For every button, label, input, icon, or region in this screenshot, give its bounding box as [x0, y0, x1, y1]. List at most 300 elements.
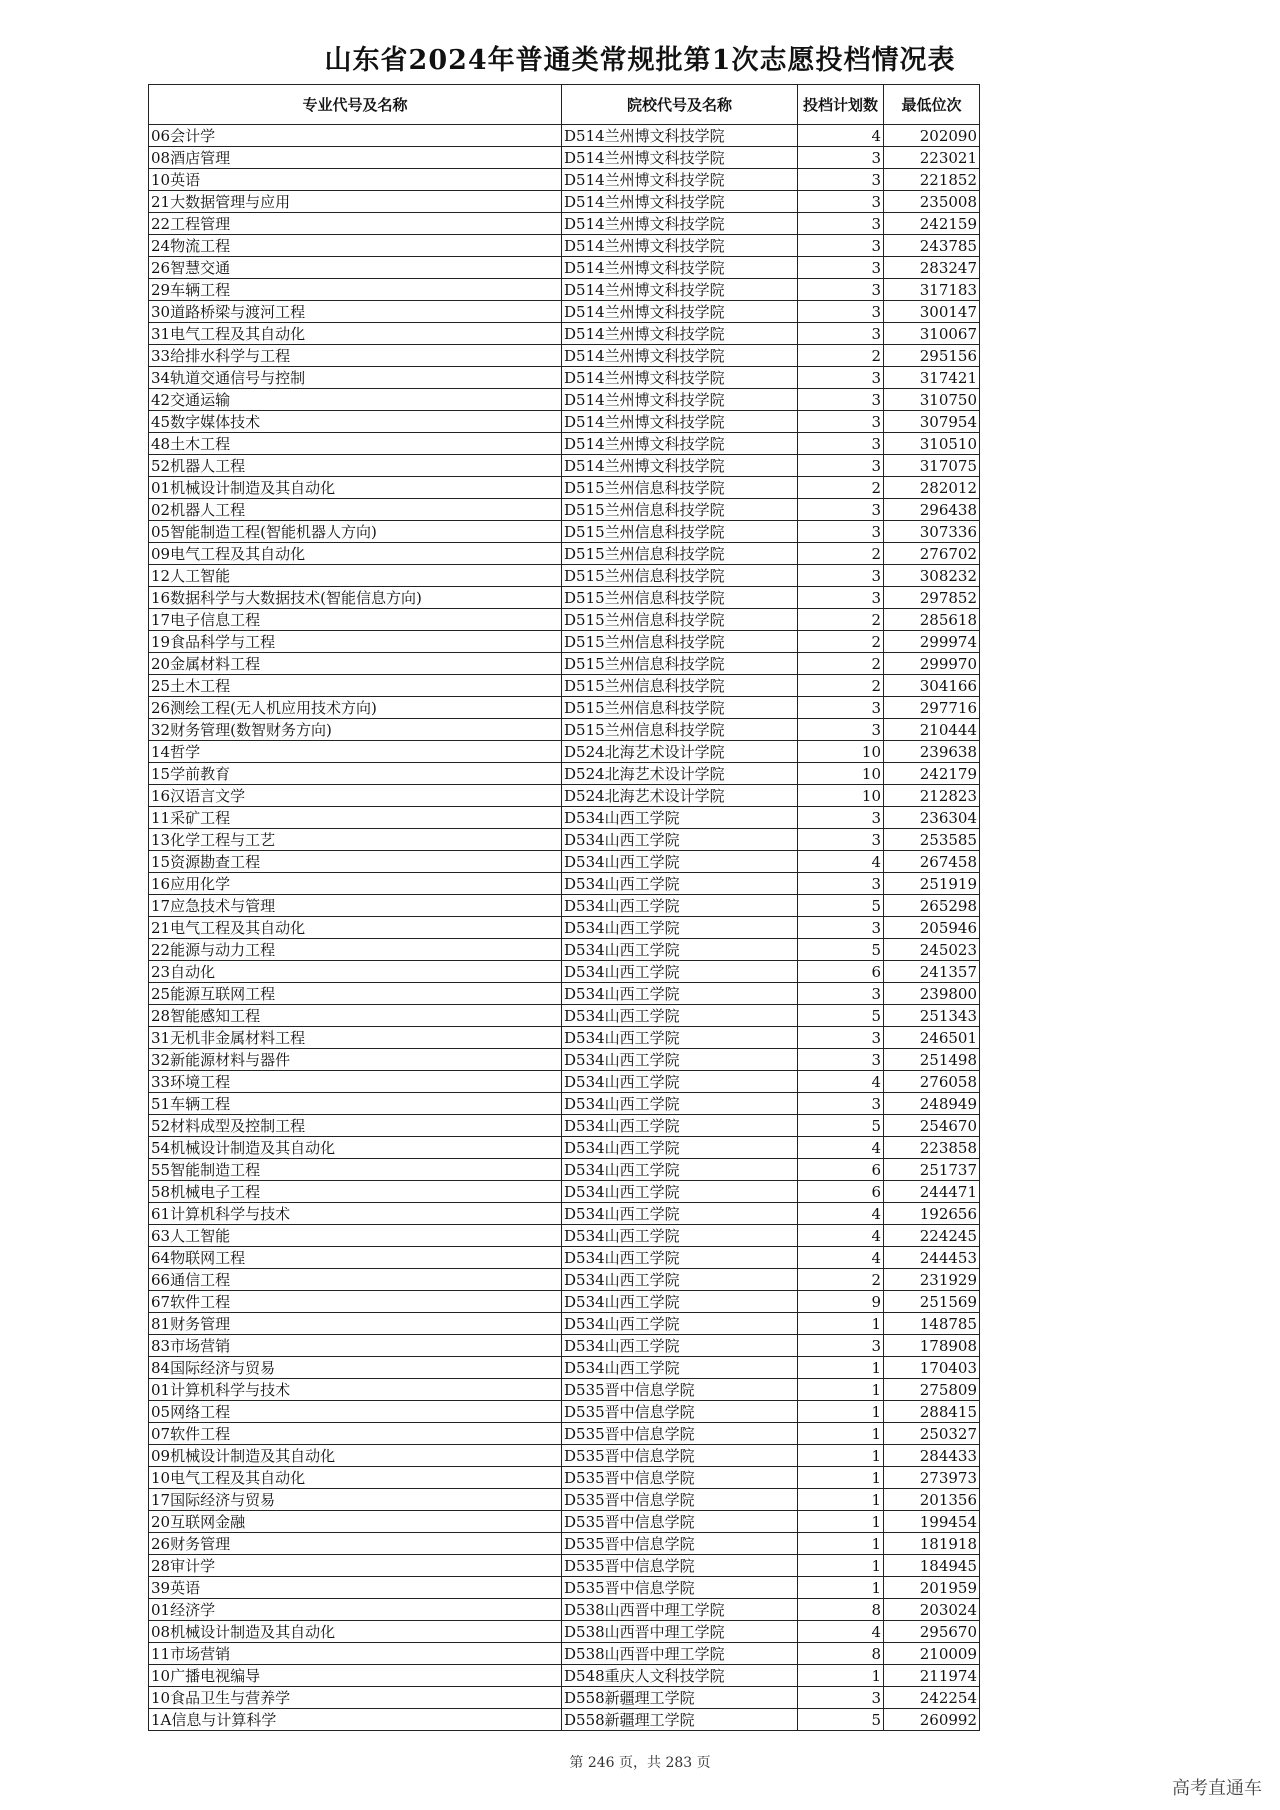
cell-school: D534山西工学院 [562, 1071, 798, 1093]
cell-major: 28审计学 [149, 1555, 562, 1577]
watermark-logo: 高考直通车 [1172, 1778, 1262, 1799]
table-row [149, 675, 980, 697]
cell-school: D514兰州博文科技学院 [562, 147, 798, 169]
cell-min-rank: 260992 [884, 1709, 980, 1731]
cell-school: D515兰州信息科技学院 [562, 543, 798, 565]
table-row [149, 851, 980, 873]
cell-min-rank: 251498 [884, 1049, 980, 1071]
table-row [149, 719, 980, 741]
cell-min-rank: 205946 [884, 917, 980, 939]
cell-school: D514兰州博文科技学院 [562, 411, 798, 433]
cell-major: 64物联网工程 [149, 1247, 562, 1269]
cell-major: 16数据科学与大数据技术(智能信息方向) [149, 587, 562, 609]
cell-major: 02机器人工程 [149, 499, 562, 521]
cell-min-rank: 246501 [884, 1027, 980, 1049]
cell-school: D535晋中信息学院 [562, 1533, 798, 1555]
table-row [149, 213, 980, 235]
table-row [149, 873, 980, 895]
cell-min-rank: 317075 [884, 455, 980, 477]
cell-major: 45数字媒体技术 [149, 411, 562, 433]
cell-min-rank: 199454 [884, 1511, 980, 1533]
cell-plan-count: 1 [798, 1467, 884, 1489]
cell-school: D515兰州信息科技学院 [562, 565, 798, 587]
cell-plan-count: 1 [798, 1665, 884, 1687]
cell-school: D514兰州博文科技学院 [562, 345, 798, 367]
cell-school: D514兰州博文科技学院 [562, 301, 798, 323]
cell-school: D515兰州信息科技学院 [562, 477, 798, 499]
cell-major: 39英语 [149, 1577, 562, 1599]
cell-min-rank: 203024 [884, 1599, 980, 1621]
cell-school: D515兰州信息科技学院 [562, 521, 798, 543]
table-row [149, 499, 980, 521]
cell-major: 81财务管理 [149, 1313, 562, 1335]
cell-plan-count: 8 [798, 1599, 884, 1621]
cell-plan-count: 3 [798, 169, 884, 191]
table-row [149, 1401, 980, 1423]
cell-school: D515兰州信息科技学院 [562, 631, 798, 653]
cell-school: D538山西晋中理工学院 [562, 1599, 798, 1621]
table-row [149, 1335, 980, 1357]
cell-major: 31无机非金属材料工程 [149, 1027, 562, 1049]
cell-school: D515兰州信息科技学院 [562, 697, 798, 719]
cell-plan-count: 4 [798, 1203, 884, 1225]
cell-major: 51车辆工程 [149, 1093, 562, 1115]
cell-plan-count: 3 [798, 147, 884, 169]
cell-school: D514兰州博文科技学院 [562, 235, 798, 257]
cell-plan-count: 2 [798, 543, 884, 565]
cell-school: D534山西工学院 [562, 1225, 798, 1247]
cell-major: 07软件工程 [149, 1423, 562, 1445]
cell-major: 22能源与动力工程 [149, 939, 562, 961]
cell-school: D514兰州博文科技学院 [562, 455, 798, 477]
cell-plan-count: 3 [798, 521, 884, 543]
table-row [149, 1423, 980, 1445]
cell-min-rank: 201356 [884, 1489, 980, 1511]
cell-school: D514兰州博文科技学院 [562, 367, 798, 389]
cell-plan-count: 3 [798, 873, 884, 895]
table-body [149, 125, 980, 1731]
table-row [149, 631, 980, 653]
cell-plan-count: 10 [798, 763, 884, 785]
table-row [149, 1291, 980, 1313]
table-row [149, 257, 980, 279]
cell-major: 01经济学 [149, 1599, 562, 1621]
table-row [149, 653, 980, 675]
cell-plan-count: 1 [798, 1423, 884, 1445]
cell-major: 28智能感知工程 [149, 1005, 562, 1027]
cell-min-rank: 221852 [884, 169, 980, 191]
cell-min-rank: 253585 [884, 829, 980, 851]
cell-plan-count: 8 [798, 1643, 884, 1665]
cell-major: 52机器人工程 [149, 455, 562, 477]
cell-plan-count: 3 [798, 1027, 884, 1049]
cell-school: D548重庆人文科技学院 [562, 1665, 798, 1687]
cell-plan-count: 9 [798, 1291, 884, 1313]
cell-major: 33环境工程 [149, 1071, 562, 1093]
cell-school: D534山西工学院 [562, 1049, 798, 1071]
table-row [149, 829, 980, 851]
cell-min-rank: 295156 [884, 345, 980, 367]
cell-school: D535晋中信息学院 [562, 1401, 798, 1423]
cell-min-rank: 317421 [884, 367, 980, 389]
cell-min-rank: 192656 [884, 1203, 980, 1225]
cell-plan-count: 6 [798, 1159, 884, 1181]
cell-min-rank: 297852 [884, 587, 980, 609]
table-row [149, 895, 980, 917]
cell-school: D534山西工学院 [562, 983, 798, 1005]
table-row [149, 1445, 980, 1467]
cell-school: D534山西工学院 [562, 1357, 798, 1379]
table-row [149, 125, 980, 147]
cell-min-rank: 310750 [884, 389, 980, 411]
table-row [149, 1247, 980, 1269]
cell-major: 30道路桥梁与渡河工程 [149, 301, 562, 323]
cell-plan-count: 4 [798, 851, 884, 873]
cell-min-rank: 148785 [884, 1313, 980, 1335]
cell-school: D538山西晋中理工学院 [562, 1621, 798, 1643]
cell-plan-count: 3 [798, 235, 884, 257]
table-row [149, 939, 980, 961]
table-row [149, 543, 980, 565]
cell-major: 31电气工程及其自动化 [149, 323, 562, 345]
cell-min-rank: 317183 [884, 279, 980, 301]
table-row [149, 389, 980, 411]
table-row [149, 1313, 980, 1335]
cell-plan-count: 3 [798, 697, 884, 719]
cell-min-rank: 267458 [884, 851, 980, 873]
cell-major: 33给排水科学与工程 [149, 345, 562, 367]
cell-plan-count: 5 [798, 939, 884, 961]
cell-plan-count: 3 [798, 719, 884, 741]
cell-major: 26测绘工程(无人机应用技术方向) [149, 697, 562, 719]
cell-major: 10电气工程及其自动化 [149, 1467, 562, 1489]
cell-plan-count: 6 [798, 1181, 884, 1203]
cell-min-rank: 275809 [884, 1379, 980, 1401]
cell-major: 84国际经济与贸易 [149, 1357, 562, 1379]
cell-min-rank: 265298 [884, 895, 980, 917]
table-row [149, 1357, 980, 1379]
header-school: 院校代号及名称 [562, 85, 798, 125]
cell-min-rank: 284433 [884, 1445, 980, 1467]
cell-major: 25土木工程 [149, 675, 562, 697]
cell-min-rank: 297716 [884, 697, 980, 719]
cell-plan-count: 1 [798, 1313, 884, 1335]
cell-school: D534山西工学院 [562, 1093, 798, 1115]
table-row [149, 1577, 980, 1599]
cell-plan-count: 3 [798, 807, 884, 829]
cell-min-rank: 242159 [884, 213, 980, 235]
cell-major: 32财务管理(数智财务方向) [149, 719, 562, 741]
cell-school: D534山西工学院 [562, 851, 798, 873]
table-row [149, 1115, 980, 1137]
table-row [149, 1225, 980, 1247]
cell-major: 15学前教育 [149, 763, 562, 785]
cell-school: D514兰州博文科技学院 [562, 125, 798, 147]
cell-plan-count: 3 [798, 367, 884, 389]
cell-major: 55智能制造工程 [149, 1159, 562, 1181]
cell-plan-count: 6 [798, 961, 884, 983]
cell-school: D534山西工学院 [562, 1181, 798, 1203]
cell-major: 16汉语言文学 [149, 785, 562, 807]
page-footer: 第 246 页，共 283 页 [569, 1755, 711, 1771]
table-row [149, 1269, 980, 1291]
cell-major: 06会计学 [149, 125, 562, 147]
cell-major: 26财务管理 [149, 1533, 562, 1555]
cell-plan-count: 3 [798, 917, 884, 939]
cell-school: D515兰州信息科技学院 [562, 587, 798, 609]
table-row [149, 1643, 980, 1665]
cell-school: D535晋中信息学院 [562, 1423, 798, 1445]
table-row [149, 191, 980, 213]
cell-plan-count: 4 [798, 125, 884, 147]
cell-min-rank: 210009 [884, 1643, 980, 1665]
cell-min-rank: 178908 [884, 1335, 980, 1357]
admission-table [148, 84, 980, 1731]
cell-school: D534山西工学院 [562, 1247, 798, 1269]
table-header-row [149, 85, 980, 125]
cell-major: 32新能源材料与器件 [149, 1049, 562, 1071]
cell-plan-count: 3 [798, 389, 884, 411]
table-row [149, 1093, 980, 1115]
cell-major: 09电气工程及其自动化 [149, 543, 562, 565]
cell-min-rank: 210444 [884, 719, 980, 741]
cell-min-rank: 224245 [884, 1225, 980, 1247]
cell-min-rank: 299970 [884, 653, 980, 675]
table-row [149, 1181, 980, 1203]
cell-school: D515兰州信息科技学院 [562, 675, 798, 697]
cell-major: 67软件工程 [149, 1291, 562, 1313]
cell-min-rank: 244471 [884, 1181, 980, 1203]
cell-min-rank: 304166 [884, 675, 980, 697]
cell-min-rank: 251343 [884, 1005, 980, 1027]
cell-min-rank: 181918 [884, 1533, 980, 1555]
table-row [149, 697, 980, 719]
cell-major: 20金属材料工程 [149, 653, 562, 675]
cell-school: D535晋中信息学院 [562, 1445, 798, 1467]
cell-min-rank: 310510 [884, 433, 980, 455]
cell-plan-count: 4 [798, 1071, 884, 1093]
cell-plan-count: 2 [798, 609, 884, 631]
cell-plan-count: 5 [798, 895, 884, 917]
cell-school: D534山西工学院 [562, 1313, 798, 1335]
cell-school: D514兰州博文科技学院 [562, 433, 798, 455]
cell-major: 13化学工程与工艺 [149, 829, 562, 851]
page-title: 山东省2024年普通类常规批第1次志愿投档情况表 [324, 45, 956, 76]
cell-school: D514兰州博文科技学院 [562, 213, 798, 235]
cell-school: D514兰州博文科技学院 [562, 389, 798, 411]
table-row [149, 367, 980, 389]
cell-min-rank: 242179 [884, 763, 980, 785]
cell-school: D515兰州信息科技学院 [562, 653, 798, 675]
cell-major: 08酒店管理 [149, 147, 562, 169]
cell-plan-count: 1 [798, 1489, 884, 1511]
table-row [149, 1071, 980, 1093]
cell-plan-count: 3 [798, 829, 884, 851]
cell-plan-count: 1 [798, 1379, 884, 1401]
cell-major: 63人工智能 [149, 1225, 562, 1247]
cell-min-rank: 251569 [884, 1291, 980, 1313]
table-row [149, 477, 980, 499]
cell-plan-count: 5 [798, 1005, 884, 1027]
cell-plan-count: 2 [798, 1269, 884, 1291]
cell-school: D535晋中信息学院 [562, 1555, 798, 1577]
table-row [149, 433, 980, 455]
cell-school: D534山西工学院 [562, 1269, 798, 1291]
cell-plan-count: 3 [798, 499, 884, 521]
cell-min-rank: 201959 [884, 1577, 980, 1599]
cell-min-rank: 273973 [884, 1467, 980, 1489]
table-row [149, 741, 980, 763]
cell-plan-count: 1 [798, 1357, 884, 1379]
cell-min-rank: 295670 [884, 1621, 980, 1643]
cell-school: D514兰州博文科技学院 [562, 323, 798, 345]
cell-school: D514兰州博文科技学院 [562, 279, 798, 301]
cell-plan-count: 4 [798, 1247, 884, 1269]
cell-min-rank: 211974 [884, 1665, 980, 1687]
table-row [149, 763, 980, 785]
cell-plan-count: 5 [798, 1115, 884, 1137]
table-row [149, 1379, 980, 1401]
cell-school: D524北海艺术设计学院 [562, 741, 798, 763]
header-min-rank: 最低位次 [884, 85, 980, 125]
cell-min-rank: 299974 [884, 631, 980, 653]
table-row [149, 1599, 980, 1621]
cell-major: 23自动化 [149, 961, 562, 983]
cell-school: D534山西工学院 [562, 1159, 798, 1181]
cell-major: 05智能制造工程(智能机器人方向) [149, 521, 562, 543]
cell-school: D534山西工学院 [562, 895, 798, 917]
header-plan-count: 投档计划数 [798, 85, 884, 125]
cell-plan-count: 3 [798, 213, 884, 235]
cell-major: 16应用化学 [149, 873, 562, 895]
table-row [149, 1049, 980, 1071]
table-row [149, 1159, 980, 1181]
cell-plan-count: 3 [798, 301, 884, 323]
cell-school: D534山西工学院 [562, 1027, 798, 1049]
cell-school: D535晋中信息学院 [562, 1467, 798, 1489]
cell-major: 10英语 [149, 169, 562, 191]
cell-plan-count: 1 [798, 1533, 884, 1555]
cell-major: 11采矿工程 [149, 807, 562, 829]
cell-min-rank: 296438 [884, 499, 980, 521]
cell-plan-count: 3 [798, 587, 884, 609]
cell-school: D534山西工学院 [562, 961, 798, 983]
cell-plan-count: 2 [798, 631, 884, 653]
cell-major: 17电子信息工程 [149, 609, 562, 631]
table-row [149, 1511, 980, 1533]
cell-plan-count: 2 [798, 675, 884, 697]
table-row [149, 345, 980, 367]
table-row [149, 587, 980, 609]
cell-major: 14哲学 [149, 741, 562, 763]
cell-school: D535晋中信息学院 [562, 1577, 798, 1599]
cell-school: D534山西工学院 [562, 917, 798, 939]
cell-min-rank: 288415 [884, 1401, 980, 1423]
table-row [149, 1687, 980, 1709]
cell-min-rank: 254670 [884, 1115, 980, 1137]
cell-plan-count: 10 [798, 741, 884, 763]
cell-major: 54机械设计制造及其自动化 [149, 1137, 562, 1159]
cell-plan-count: 10 [798, 785, 884, 807]
cell-school: D514兰州博文科技学院 [562, 169, 798, 191]
cell-major: 01计算机科学与技术 [149, 1379, 562, 1401]
table-row [149, 1489, 980, 1511]
cell-school: D515兰州信息科技学院 [562, 719, 798, 741]
cell-min-rank: 250327 [884, 1423, 980, 1445]
cell-major: 42交通运输 [149, 389, 562, 411]
cell-school: D515兰州信息科技学院 [562, 609, 798, 631]
cell-plan-count: 3 [798, 1093, 884, 1115]
cell-plan-count: 5 [798, 1709, 884, 1731]
cell-min-rank: 251737 [884, 1159, 980, 1181]
table-row [149, 1533, 980, 1555]
cell-school: D558新疆理工学院 [562, 1687, 798, 1709]
cell-plan-count: 1 [798, 1511, 884, 1533]
cell-plan-count: 3 [798, 1335, 884, 1357]
cell-school: D558新疆理工学院 [562, 1709, 798, 1731]
cell-plan-count: 3 [798, 257, 884, 279]
cell-plan-count: 4 [798, 1225, 884, 1247]
cell-school: D514兰州博文科技学院 [562, 257, 798, 279]
cell-plan-count: 1 [798, 1401, 884, 1423]
cell-min-rank: 239800 [884, 983, 980, 1005]
cell-plan-count: 3 [798, 455, 884, 477]
cell-plan-count: 3 [798, 323, 884, 345]
cell-major: 21大数据管理与应用 [149, 191, 562, 213]
cell-major: 17应急技术与管理 [149, 895, 562, 917]
table-row [149, 961, 980, 983]
cell-major: 21电气工程及其自动化 [149, 917, 562, 939]
cell-min-rank: 307336 [884, 521, 980, 543]
cell-min-rank: 170403 [884, 1357, 980, 1379]
table-row [149, 983, 980, 1005]
cell-min-rank: 231929 [884, 1269, 980, 1291]
cell-plan-count: 2 [798, 477, 884, 499]
cell-min-rank: 300147 [884, 301, 980, 323]
cell-school: D534山西工学院 [562, 873, 798, 895]
cell-plan-count: 3 [798, 279, 884, 301]
cell-min-rank: 285618 [884, 609, 980, 631]
cell-min-rank: 248949 [884, 1093, 980, 1115]
cell-school: D535晋中信息学院 [562, 1511, 798, 1533]
cell-min-rank: 239638 [884, 741, 980, 763]
cell-min-rank: 241357 [884, 961, 980, 983]
table-row [149, 565, 980, 587]
cell-min-rank: 276058 [884, 1071, 980, 1093]
cell-min-rank: 282012 [884, 477, 980, 499]
cell-min-rank: 223858 [884, 1137, 980, 1159]
cell-major: 08机械设计制造及其自动化 [149, 1621, 562, 1643]
cell-plan-count: 3 [798, 983, 884, 1005]
cell-plan-count: 3 [798, 565, 884, 587]
cell-major: 10食品卫生与营养学 [149, 1687, 562, 1709]
cell-school: D514兰州博文科技学院 [562, 191, 798, 213]
cell-min-rank: 243785 [884, 235, 980, 257]
cell-plan-count: 3 [798, 411, 884, 433]
cell-school: D534山西工学院 [562, 1203, 798, 1225]
table-row [149, 1203, 980, 1225]
table-row [149, 785, 980, 807]
table-row [149, 1555, 980, 1577]
cell-school: D534山西工学院 [562, 1291, 798, 1313]
cell-major: 1A信息与计算科学 [149, 1709, 562, 1731]
cell-major: 15资源勘查工程 [149, 851, 562, 873]
cell-school: D534山西工学院 [562, 1115, 798, 1137]
table-row [149, 455, 980, 477]
cell-plan-count: 3 [798, 433, 884, 455]
cell-min-rank: 242254 [884, 1687, 980, 1709]
table-row [149, 235, 980, 257]
